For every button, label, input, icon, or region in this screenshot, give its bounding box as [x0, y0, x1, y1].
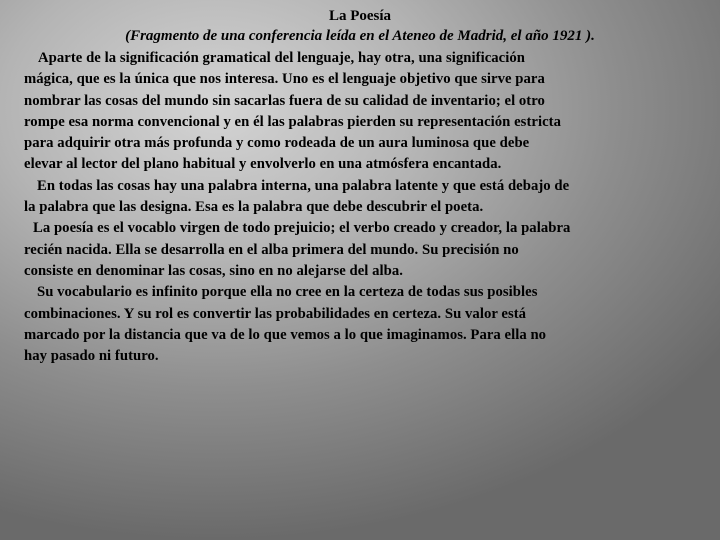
- paragraph-4-line-4: hay pasado ni futuro.: [24, 348, 159, 365]
- paragraph-1-line-5: para adquirir otra más profunda y como rodeada de un aura luminosa que debe: [24, 135, 530, 152]
- paragraph-1-line-4: rompe esa norma convencional y en él las palabras pierden su representación estricta: [24, 113, 561, 130]
- paragraph-4-line-3: marcado por la distancia que va de lo que vemos a lo que imaginamos. Para ella no: [24, 326, 547, 343]
- paragraph-4-line-2: combinaciones. Y su rol es convertir las probabilidades en certeza. Su valor está: [24, 305, 527, 322]
- paragraph-3-line-1: La poesía es el vocablo virgen de todo prejuicio; el verbo creado y creador, la palabra: [33, 220, 571, 237]
- document-subtitle: (Fragmento de una conferencia leída en el Ateneo de Madrid, el año 1921 ).: [125, 28, 595, 44]
- paragraph-2-line-2: la palabra que las designa. Esa es la palabra que debe descubrir el poeta.: [24, 199, 484, 216]
- paragraph-1-line-6: elevar al lector del plano habitual y envolverlo en una atmósfera encantada.: [24, 156, 502, 173]
- document-title: La Poesía: [328, 8, 392, 24]
- paragraph-4-line-1: Su vocabulario es infinito porque ella no cree en la certeza de todas sus posibles: [37, 284, 538, 301]
- paragraph-1-line-2: mágica, que es la única que nos interesa. Uno es el lenguaje objetivo que sirve para: [24, 71, 545, 88]
- poem-body: [24, 48, 696, 367]
- paragraph-2-line-1: En todas las cosas hay una palabra interna, una palabra latente y que está debajo de: [37, 177, 570, 194]
- paragraph-1-line-3: nombrar las cosas del mundo sin sacarlas fuera de su calidad de inventario; el otro: [24, 92, 545, 109]
- paragraph-3-line-3: consiste en denominar las cosas, sino en no alejarse del alba.: [24, 262, 404, 279]
- paragraph-1-line-1: Aparte de la significación gramatical del lenguaje, hay otra, una significación: [38, 50, 525, 66]
- paragraph-3-line-2: recién nacida. Ella se desarrolla en el alba primera del mundo. Su precisión no: [24, 241, 519, 258]
